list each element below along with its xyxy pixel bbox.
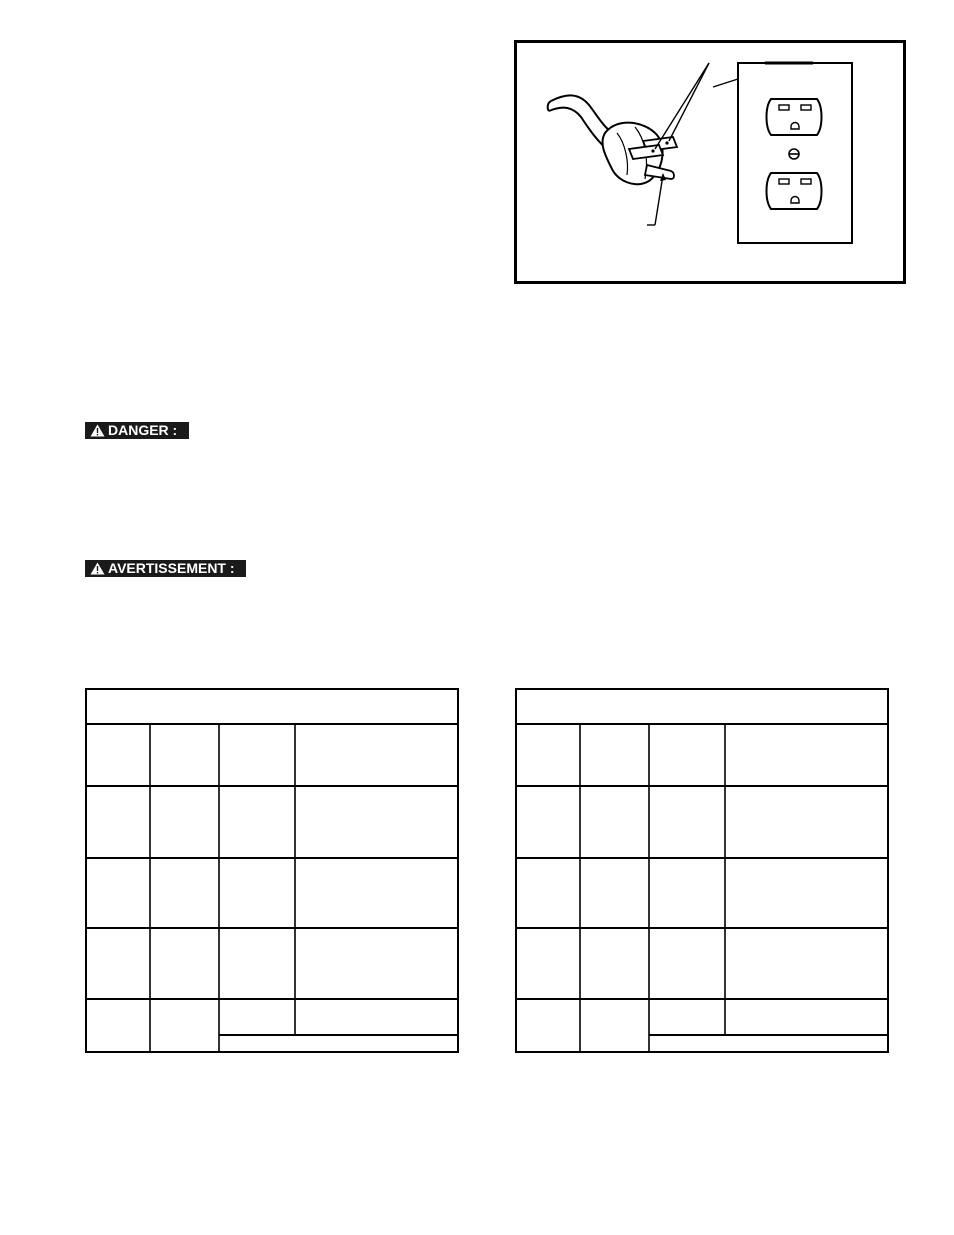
warning-triangle-icon <box>90 424 105 437</box>
extension-cord-table-right <box>515 688 889 1053</box>
danger-badge <box>85 422 189 439</box>
avertissement-badge <box>85 560 246 577</box>
table-grid-left <box>85 688 459 1053</box>
extension-cord-table-left <box>85 688 459 1053</box>
plug-receptacle-illustration <box>517 43 903 281</box>
danger-label: DANGER : <box>108 422 178 438</box>
avertissement-label: AVERTISSEMENT : <box>108 560 235 576</box>
table-grid-right <box>515 688 889 1053</box>
plug-receptacle-figure <box>514 40 906 284</box>
warning-triangle-icon <box>90 562 105 575</box>
